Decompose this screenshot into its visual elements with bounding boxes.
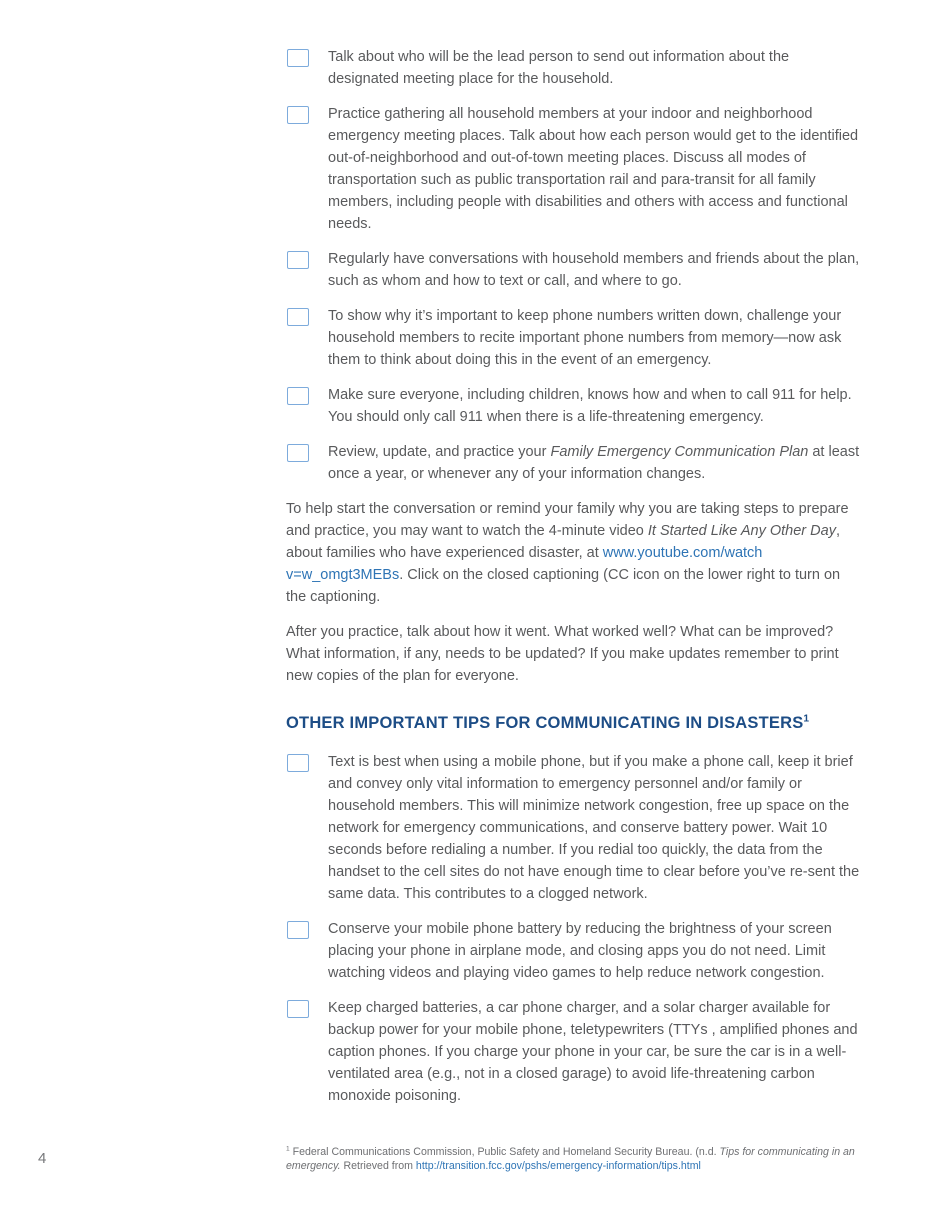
footnote <box>286 1146 864 1173</box>
text-segment: 1 <box>286 1145 290 1153</box>
text-segment: Family Emergency Communication Plan <box>550 444 809 460</box>
text-segment: Federal Communications Commission, Public Safety and Homeland Security Bureau. (n.d. <box>289 1146 720 1158</box>
checkbox[interactable] <box>287 387 309 405</box>
page-number: 4 <box>38 1150 47 1167</box>
checklist-item <box>286 305 864 371</box>
text-segment: After you practice, talk about how it went. What worked well? What can be improved? What information, if any, needs to be updated? If you make updates remember to print new copies of the plan for everyone. <box>286 624 839 684</box>
checklist-item-text <box>328 918 864 984</box>
text-segment: Make sure everyone, including children, knows how and when to call 911 for help. You should only call 911 when there is a life-threatening emergency. <box>328 387 852 425</box>
text-segment: To help start the conversation or remind your family why you are taking steps to prepare and practice, you may want to watch the 4-minute video <box>286 501 849 539</box>
fcc-tips-link[interactable]: http://transition.fcc.gov/pshs/emergency-information/tips.html <box>415 1159 701 1172</box>
text-segment: 1 <box>803 713 810 725</box>
checklist-item-text <box>328 441 864 485</box>
checkbox[interactable] <box>287 251 309 269</box>
youtube-video-link[interactable]: www.youtube.com/watch v=w_omgt3MEBs <box>286 545 763 583</box>
text-segment: Tips for communicating in an emergency. <box>286 1146 855 1172</box>
text-segment: Retrieved from <box>340 1159 416 1172</box>
checkbox[interactable] <box>287 106 309 124</box>
checkbox[interactable] <box>287 308 309 326</box>
page-content <box>286 46 864 1120</box>
checkbox[interactable] <box>287 921 309 939</box>
checkbox[interactable] <box>287 754 309 772</box>
text-segment: Practice gathering all household members at your indoor and neighborhood emergency meeting places. Talk about how each person would get to the identified out-of-neighborhood and out-of-town meeting places. Discuss all modes of transportation such as public transportation rail and para-transit for all family members, including people with disabilities and others with access and functional needs. <box>328 106 859 232</box>
checklist-item <box>286 997 864 1107</box>
text-segment: It Started Like Any Other Day <box>647 523 836 539</box>
checklist-item-text <box>328 305 864 371</box>
checklist-item-text <box>328 103 864 235</box>
checklist-item <box>286 384 864 428</box>
text-segment: Conserve your mobile phone battery by reducing the brightness of your screen placing your phone in airplane mode, and closing apps you do not need. Limit watching videos and playing video games to help reduce network congestion. <box>328 921 832 981</box>
text-segment: Keep charged batteries, a car phone charger, and a solar charger available for backup power for your mobile phone, teletypewriters (TTYs , amplified phones and caption phones. If you charge your phone in your car, be sure the car is in a well-ventilated area (e.g., not in a closed garage) to avoid life-threatening carbon monoxide poisoning. <box>328 1000 858 1104</box>
checklist-item <box>286 103 864 235</box>
checklist-item-text <box>328 248 864 292</box>
checkbox[interactable] <box>287 1000 309 1018</box>
paragraph-video <box>286 498 864 608</box>
text-segment: , about families who have experienced disaster, at <box>286 523 840 561</box>
text-segment: OTHER IMPORTANT TIPS FOR COMMUNICATING IN DISASTERS <box>286 714 804 732</box>
checklist-item <box>286 46 864 90</box>
section-heading <box>286 712 864 734</box>
paragraph-review <box>286 621 864 687</box>
checklist-item-text <box>328 751 864 905</box>
checklist-item-text <box>328 384 864 428</box>
checklist-item <box>286 248 864 292</box>
text-segment: . Click on the closed captioning (CC icon on the lower right to turn on the captioning. <box>286 567 841 605</box>
text-segment: To show why it’s important to keep phone numbers written down, challenge your household members to recite important phone numbers from memory—now ask them to think about doing this in the event of an emergency. <box>328 308 842 368</box>
checklist-item <box>286 918 864 984</box>
text-segment: Review, update, and practice your <box>328 444 551 460</box>
checklist-item-text <box>328 997 864 1107</box>
checklist-item-text <box>328 46 864 90</box>
text-segment: Text is best when using a mobile phone, but if you make a phone call, keep it brief and convey only vital information to emergency personnel and/or family or household members. This will minimize network congestion, free up space on the network for emergency communications, and conserve battery power. Wait 10 seconds before redialing a number. If you redial too quickly, the data from the handset to the cell sites do not have enough time to clear before you’ve re-sent the same data. This contributes to a clogged network. <box>328 754 860 902</box>
checklist-item <box>286 751 864 905</box>
text-segment: Regularly have conversations with household members and friends about the plan, such as whom and how to text or call, and where to go. <box>328 251 860 289</box>
checkbox[interactable] <box>287 49 309 67</box>
checklist-item <box>286 441 864 485</box>
text-segment: Talk about who will be the lead person to send out information about the designated meeting place for the household. <box>328 49 790 87</box>
checkbox[interactable] <box>287 444 309 462</box>
text-segment: at least once a year, or whenever any of your information changes. <box>328 444 860 482</box>
